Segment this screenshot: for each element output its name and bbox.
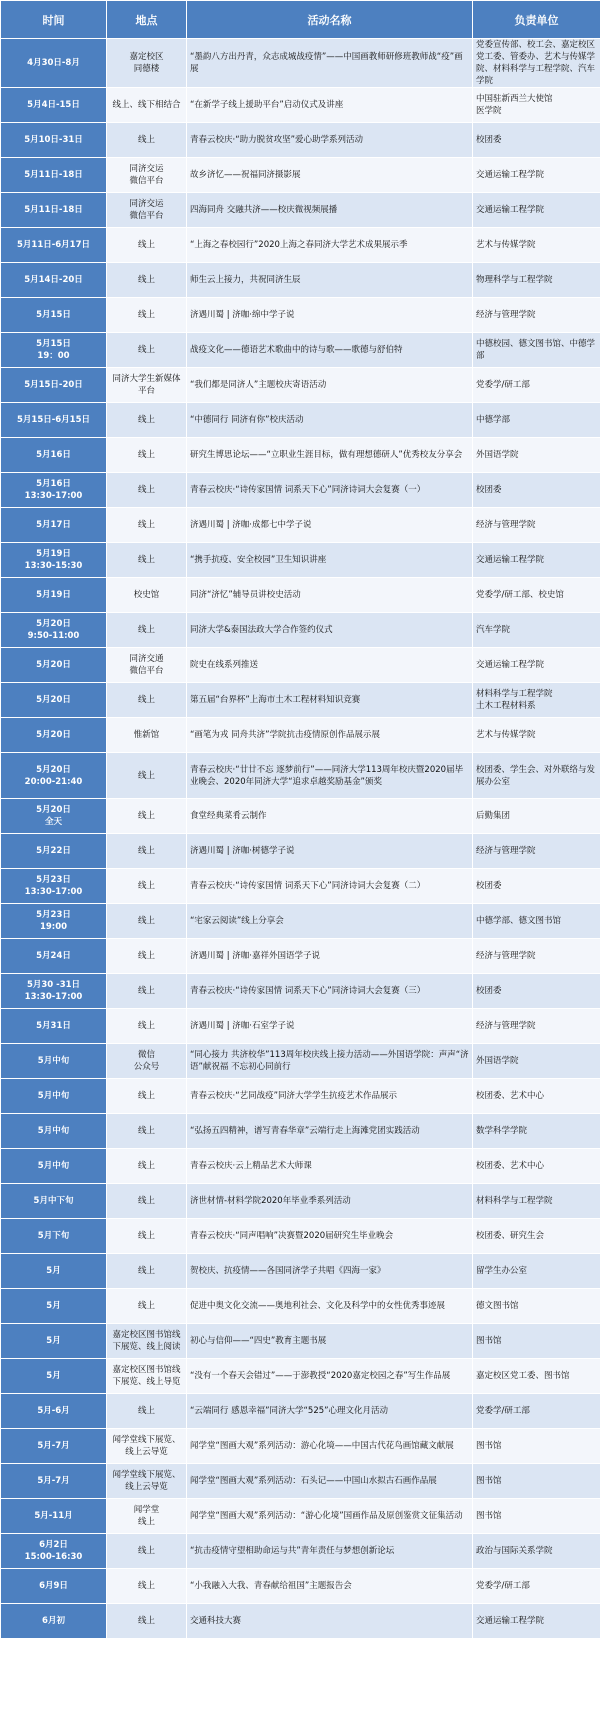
time-cell: 5月23日 19:00 — [1, 904, 107, 939]
table-row — [1, 1569, 600, 1604]
table-row — [1, 799, 600, 834]
time-cell: 5月11日-18日 — [1, 158, 107, 193]
activity-name-cell: 济遇川蜀 | 济咖·绵中学子说 — [187, 298, 473, 333]
time-cell: 5月-7月 — [1, 1429, 107, 1464]
place-cell: 同济大学生新媒体平台 — [107, 368, 187, 403]
activity-name-cell: 故乡济忆——祝福同济摄影展 — [187, 158, 473, 193]
time-cell: 4月30日-8月 — [1, 39, 107, 88]
unit-cell: 党委学/研工部、校史馆 — [473, 578, 600, 613]
table-row — [1, 834, 600, 869]
table-row — [1, 1534, 600, 1569]
table-row — [1, 869, 600, 904]
place-cell: 线上 — [107, 1289, 187, 1324]
unit-cell: 交通运输工程学院 — [473, 648, 600, 683]
header-unit: 负责单位 — [473, 1, 600, 39]
activity-name-cell: “在新学子线上援助平台”启动仪式及讲座 — [187, 88, 473, 123]
time-cell: 5月 — [1, 1289, 107, 1324]
place-cell: 线上 — [107, 263, 187, 298]
table-row — [1, 1324, 600, 1359]
time-cell: 6月9日 — [1, 1569, 107, 1604]
unit-cell: 图书馆 — [473, 1464, 600, 1499]
activity-name-cell: 研究生博思论坛——“立职业生涯目标，做有理想德研人”优秀校友分享会 — [187, 438, 473, 473]
place-cell: 同济交运 微信平台 — [107, 193, 187, 228]
time-cell: 5月20日 — [1, 648, 107, 683]
time-cell: 5月-7月 — [1, 1464, 107, 1499]
place-cell: 线上 — [107, 473, 187, 508]
place-cell: 线上 — [107, 1114, 187, 1149]
time-cell: 5月30 -31日 13:30-17:00 — [1, 974, 107, 1009]
activity-name-cell: “小我融入大我、青春献给祖国”主题报告会 — [187, 1569, 473, 1604]
header-time: 时间 — [1, 1, 107, 39]
time-cell: 5月10日-31日 — [1, 123, 107, 158]
activity-name-cell: “没有一个春天会错过”——于澎教授“2020嘉定校园之春”写生作品展 — [187, 1359, 473, 1394]
place-cell: 线上 — [107, 939, 187, 974]
time-cell: 5月17日 — [1, 508, 107, 543]
time-cell: 5月14日-20日 — [1, 263, 107, 298]
activity-name-cell: 济遇川蜀 | 济咖·成都七中学子说 — [187, 508, 473, 543]
place-cell: 线上 — [107, 1394, 187, 1429]
time-cell: 5月15日-6月15日 — [1, 403, 107, 438]
time-cell: 5月11日-6月17日 — [1, 228, 107, 263]
unit-cell: 嘉定校区党工委、图书馆 — [473, 1359, 600, 1394]
unit-cell: 党委宣传部、校工会、嘉定校区党工委、管委办、艺术与传媒学院、材料科学与工程学院、汽车学院 — [473, 39, 600, 88]
place-cell: 线上 — [107, 123, 187, 158]
time-cell: 5月31日 — [1, 1009, 107, 1044]
place-cell: 线上 — [107, 834, 187, 869]
activity-name-cell: 同济大学&泰国法政大学合作签约仪式 — [187, 613, 473, 648]
table-row — [1, 1254, 600, 1289]
time-cell: 5月下旬 — [1, 1219, 107, 1254]
table-row — [1, 228, 600, 263]
place-cell: 嘉定校区图书馆线下展览、线上阅读 — [107, 1324, 187, 1359]
place-cell: 同济交运 微信平台 — [107, 158, 187, 193]
unit-cell: 德文图书馆 — [473, 1289, 600, 1324]
table-row — [1, 974, 600, 1009]
activity-name-cell: 闻学堂“图画大观”系列活动：游心化境——中国古代花鸟画馆藏文献展 — [187, 1429, 473, 1464]
place-cell: 线上 — [107, 974, 187, 1009]
unit-cell: 校团委、艺术中心 — [473, 1149, 600, 1184]
place-cell: 校史馆 — [107, 578, 187, 613]
table-row — [1, 939, 600, 974]
place-cell: 闻学堂线下展览、线上云导览 — [107, 1429, 187, 1464]
time-cell: 5月 — [1, 1254, 107, 1289]
table-row — [1, 88, 600, 123]
place-cell: 线上 — [107, 508, 187, 543]
table-row — [1, 1429, 600, 1464]
unit-cell: 数学科学学院 — [473, 1114, 600, 1149]
time-cell: 5月-6月 — [1, 1394, 107, 1429]
table-row — [1, 39, 600, 88]
unit-cell: 校团委 — [473, 123, 600, 158]
table-row — [1, 123, 600, 158]
time-cell: 5月 — [1, 1324, 107, 1359]
place-cell: 线上 — [107, 753, 187, 799]
table-row — [1, 1464, 600, 1499]
time-cell: 5月15日 — [1, 298, 107, 333]
unit-cell: 校团委 — [473, 473, 600, 508]
table-row — [1, 1009, 600, 1044]
time-cell: 5月19日 — [1, 578, 107, 613]
unit-cell: 中德学部、德文图书馆 — [473, 904, 600, 939]
place-cell: 嘉定校区 同德楼 — [107, 39, 187, 88]
unit-cell: 图书馆 — [473, 1324, 600, 1359]
time-cell: 5月中旬 — [1, 1079, 107, 1114]
place-cell: 嘉定校区图书馆线下展览、线上导览 — [107, 1359, 187, 1394]
place-cell: 闻学堂 线上 — [107, 1499, 187, 1534]
table-row — [1, 613, 600, 648]
activity-name-cell: “抗击疫情守望相助命运与共”青年责任与梦想创新论坛 — [187, 1534, 473, 1569]
table-row — [1, 1044, 600, 1079]
table-row — [1, 753, 600, 799]
activity-name-cell: 济世材情-材料学院2020年毕业季系列活动 — [187, 1184, 473, 1219]
place-cell: 线上 — [107, 1184, 187, 1219]
activity-name-cell: 青春云校庆·云上精品艺术大师课 — [187, 1149, 473, 1184]
place-cell: 线上 — [107, 333, 187, 368]
place-cell: 线上 — [107, 904, 187, 939]
activity-name-cell: “画笔为戎 同舟共济”学院抗击疫情原创作品展示展 — [187, 718, 473, 753]
table-row — [1, 1499, 600, 1534]
activity-name-cell: 济遇川蜀 | 济咖·嘉祥外国语学子说 — [187, 939, 473, 974]
unit-cell: 艺术与传媒学院 — [473, 718, 600, 753]
unit-cell: 外国语学院 — [473, 1044, 600, 1079]
time-cell: 6月2日 15:00-16:30 — [1, 1534, 107, 1569]
activity-name-cell: 第五届“台界杯”上海市土木工程材料知识竞赛 — [187, 683, 473, 718]
table-row — [1, 1394, 600, 1429]
activity-name-cell: 青春云校庆·“助力脱贫攻坚”爱心助学系列活动 — [187, 123, 473, 158]
time-cell: 5月22日 — [1, 834, 107, 869]
activity-name-cell: 青春云校庆·“同声唱响”决赛暨2020届研究生毕业晚会 — [187, 1219, 473, 1254]
activity-name-cell: 战疫文化——德语艺术歌曲中的诗与歌——歌德与舒伯特 — [187, 333, 473, 368]
unit-cell: 中国驻新西兰大使馆 医学院 — [473, 88, 600, 123]
place-cell: 线上 — [107, 1254, 187, 1289]
unit-cell: 校团委、研究生会 — [473, 1219, 600, 1254]
table-row — [1, 1114, 600, 1149]
table-row — [1, 1289, 600, 1324]
table-row — [1, 543, 600, 578]
table-row — [1, 473, 600, 508]
place-cell: 线上 — [107, 683, 187, 718]
time-cell: 5月20日 9:50-11:00 — [1, 613, 107, 648]
time-cell: 5月中旬 — [1, 1149, 107, 1184]
activity-name-cell: 院史在线系列推送 — [187, 648, 473, 683]
unit-cell: 物理科学与工程学院 — [473, 263, 600, 298]
unit-cell: 经济与管理学院 — [473, 298, 600, 333]
activity-name-cell: 贺校庆、抗疫情——各国同济学子共唱《四海一家》 — [187, 1254, 473, 1289]
table-row — [1, 1184, 600, 1219]
unit-cell: 艺术与传媒学院 — [473, 228, 600, 263]
unit-cell: 交通运输工程学院 — [473, 193, 600, 228]
activity-name-cell: 青春云校庆·“艺同战疫”同济大学学生抗疫艺术作品展示 — [187, 1079, 473, 1114]
place-cell: 同济交通 微信平台 — [107, 648, 187, 683]
activity-name-cell: “我们都是同济人”主题校庆寄语活动 — [187, 368, 473, 403]
place-cell: 线上 — [107, 799, 187, 834]
place-cell: 惟新馆 — [107, 718, 187, 753]
unit-cell: 后勤集团 — [473, 799, 600, 834]
place-cell: 线上 — [107, 1219, 187, 1254]
time-cell: 5月23日 13:30-17:00 — [1, 869, 107, 904]
place-cell: 线上 — [107, 438, 187, 473]
table-row — [1, 1359, 600, 1394]
table-row — [1, 718, 600, 753]
place-cell: 线上 — [107, 1079, 187, 1114]
place-cell: 线上 — [107, 298, 187, 333]
unit-cell: 校团委、艺术中心 — [473, 1079, 600, 1114]
activity-name-cell: 初心与信仰——“四史”教育主题书展 — [187, 1324, 473, 1359]
table-row — [1, 648, 600, 683]
table-row — [1, 403, 600, 438]
table-row — [1, 683, 600, 718]
activity-name-cell: 青春云校庆·“廿廿不忘 逐梦前行”——同济大学113周年校庆暨2020届毕业晚会、2020年同济大学“追求卓越奖励基金”颁奖 — [187, 753, 473, 799]
time-cell: 5月20日 全天 — [1, 799, 107, 834]
table-row — [1, 1079, 600, 1114]
table-row — [1, 193, 600, 228]
time-cell: 5月16日 13:30-17:00 — [1, 473, 107, 508]
activity-name-cell: 交通科技大赛 — [187, 1604, 473, 1639]
unit-cell: 党委学/研工部 — [473, 368, 600, 403]
time-cell: 5月 — [1, 1359, 107, 1394]
place-cell: 线上 — [107, 1009, 187, 1044]
table-row — [1, 578, 600, 613]
header-place: 地点 — [107, 1, 187, 39]
table-row — [1, 333, 600, 368]
place-cell: 线上、线下相结合 — [107, 88, 187, 123]
time-cell: 5月中旬 — [1, 1114, 107, 1149]
table-header-row — [1, 1, 600, 39]
unit-cell: 交通运输工程学院 — [473, 543, 600, 578]
unit-cell: 经济与管理学院 — [473, 939, 600, 974]
activity-name-cell: “宅家云阅读”线上分享会 — [187, 904, 473, 939]
activity-name-cell: 济遇川蜀 | 济咖·石室学子说 — [187, 1009, 473, 1044]
unit-cell: 中德学部 — [473, 403, 600, 438]
table-row — [1, 263, 600, 298]
unit-cell: 交通运输工程学院 — [473, 1604, 600, 1639]
unit-cell: 校团委 — [473, 869, 600, 904]
time-cell: 5月15日 19：00 — [1, 333, 107, 368]
time-cell: 5月20日 — [1, 683, 107, 718]
unit-cell: 材料科学与工程学院 土木工程材料系 — [473, 683, 600, 718]
table-row — [1, 1219, 600, 1254]
activity-name-cell: 师生云上接力，共祝同济生辰 — [187, 263, 473, 298]
unit-cell: 交通运输工程学院 — [473, 158, 600, 193]
unit-cell: 留学生办公室 — [473, 1254, 600, 1289]
activity-name-cell: “云端同行 感恩幸福”同济大学“525”心理文化月活动 — [187, 1394, 473, 1429]
place-cell: 线上 — [107, 869, 187, 904]
time-cell: 5月11日-18日 — [1, 193, 107, 228]
unit-cell: 党委学/研工部 — [473, 1569, 600, 1604]
activity-name-cell: 青春云校庆·“诗传家国情 词系天下心”同济诗词大会复赛（二） — [187, 869, 473, 904]
table-row — [1, 158, 600, 193]
unit-cell: 党委学/研工部 — [473, 1394, 600, 1429]
place-cell: 线上 — [107, 1569, 187, 1604]
time-cell: 5月20日 — [1, 718, 107, 753]
activity-name-cell: “墨韵八方出丹青，众志成城战疫情”——中国画教师研修班教师战“疫”画展 — [187, 39, 473, 88]
activity-name-cell: “携手抗疫、安全校园”卫生知识讲座 — [187, 543, 473, 578]
time-cell: 5月16日 — [1, 438, 107, 473]
activity-name-cell: “上海之春校园行”2020上海之春同济大学艺术成果展示季 — [187, 228, 473, 263]
activity-name-cell: 闻学堂“图画大观”系列活动：石头记——中国山水拟古石画作品展 — [187, 1464, 473, 1499]
place-cell: 线上 — [107, 1149, 187, 1184]
table-row — [1, 1149, 600, 1184]
header-activity-name: 活动名称 — [187, 1, 473, 39]
place-cell: 线上 — [107, 1534, 187, 1569]
unit-cell: 经济与管理学院 — [473, 508, 600, 543]
activity-name-cell: “弘扬五四精神，谱写青春华章”云端行走上海滩党团实践活动 — [187, 1114, 473, 1149]
activity-name-cell: 同济“济忆”辅导员讲校史活动 — [187, 578, 473, 613]
time-cell: 5月20日 20:00-21:40 — [1, 753, 107, 799]
time-cell: 5月-11月 — [1, 1499, 107, 1534]
unit-cell: 材料科学与工程学院 — [473, 1184, 600, 1219]
unit-cell: 经济与管理学院 — [473, 834, 600, 869]
activity-name-cell: 济遇川蜀 | 济咖·树德学子说 — [187, 834, 473, 869]
place-cell: 闻学堂线下展览、线上云导览 — [107, 1464, 187, 1499]
table-row — [1, 1604, 600, 1639]
unit-cell: 外国语学院 — [473, 438, 600, 473]
unit-cell: 经济与管理学院 — [473, 1009, 600, 1044]
time-cell: 5月24日 — [1, 939, 107, 974]
time-cell: 5月中旬 — [1, 1044, 107, 1079]
time-cell: 6月初 — [1, 1604, 107, 1639]
unit-cell: 政治与国际关系学院 — [473, 1534, 600, 1569]
place-cell: 线上 — [107, 403, 187, 438]
time-cell: 5月15日-20日 — [1, 368, 107, 403]
table-body — [1, 39, 600, 1639]
activity-name-cell: “同心接力 共济校华”113周年校庆线上接力活动——外国语学院：声声“济语”献祝福 不忘初心同前行 — [187, 1044, 473, 1079]
unit-cell: 校团委 — [473, 974, 600, 1009]
table-row — [1, 508, 600, 543]
activity-name-cell: 闻学堂“图画大观”系列活动：“游心化境”国画作品及原创鉴赏文征集活动 — [187, 1499, 473, 1534]
place-cell: 线上 — [107, 613, 187, 648]
activity-name-cell: 青春云校庆·“诗传家国情 词系天下心”同济诗词大会复赛（一） — [187, 473, 473, 508]
activity-name-cell: “中德同行 同济有你”校庆活动 — [187, 403, 473, 438]
table-row — [1, 298, 600, 333]
activity-name-cell: 青春云校庆·“诗传家国情 词系天下心”同济诗词大会复赛（三） — [187, 974, 473, 1009]
unit-cell: 图书馆 — [473, 1499, 600, 1534]
place-cell: 线上 — [107, 1604, 187, 1639]
table-row — [1, 904, 600, 939]
activity-name-cell: 食堂经典菜肴云制作 — [187, 799, 473, 834]
table-row — [1, 368, 600, 403]
activity-name-cell: 促进中奥文化交流——奥地利社会、文化及科学中的女性优秀事迹展 — [187, 1289, 473, 1324]
place-cell: 线上 — [107, 543, 187, 578]
activity-name-cell: 四海同舟 交融共济——校庆微视频展播 — [187, 193, 473, 228]
place-cell: 微信 公众号 — [107, 1044, 187, 1079]
unit-cell: 中德校园、德文图书馆、中德学部 — [473, 333, 600, 368]
time-cell: 5月中下旬 — [1, 1184, 107, 1219]
time-cell: 5月4日-15日 — [1, 88, 107, 123]
table-row — [1, 438, 600, 473]
place-cell: 线上 — [107, 228, 187, 263]
unit-cell: 图书馆 — [473, 1429, 600, 1464]
unit-cell: 汽车学院 — [473, 613, 600, 648]
unit-cell: 校团委、学生会、对外联络与发展办公室 — [473, 753, 600, 799]
time-cell: 5月19日 13:30-15:30 — [1, 543, 107, 578]
